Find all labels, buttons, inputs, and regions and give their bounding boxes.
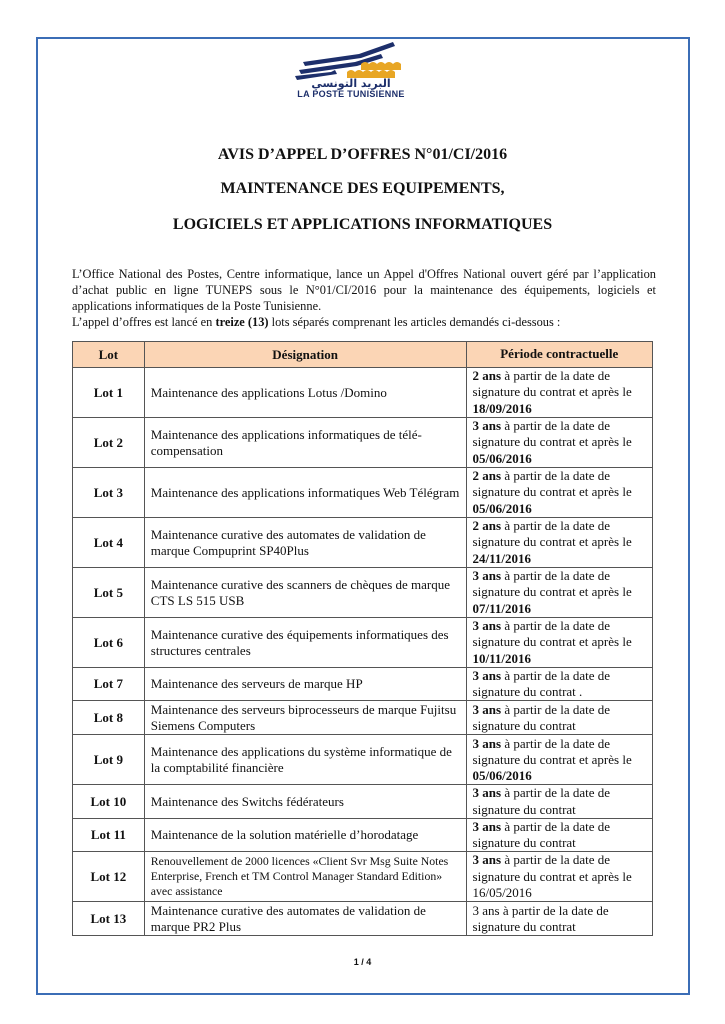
- notice-subtitle-line1: MAINTENANCE DES EQUIPEMENTS,: [220, 180, 505, 197]
- table-row: [73, 418, 653, 468]
- table-row: [73, 701, 653, 735]
- intro-lots-sentence: [72, 314, 656, 330]
- lot-cell: Lot 5: [73, 568, 145, 618]
- page-border-left: [36, 37, 38, 995]
- periode-cell: [466, 518, 652, 568]
- duration-text: 3 ans: [472, 818, 502, 834]
- duration-text: 3 ans: [472, 785, 502, 801]
- lot-cell: Lot 6: [73, 618, 145, 668]
- duration-text: 3 ans: [472, 735, 502, 751]
- periode-text: à partir de la date de signature du contrat .: [472, 668, 611, 700]
- periode-cell: [466, 818, 652, 851]
- logo-arabic-text: البريد التونسي: [311, 77, 391, 90]
- page-border-top: [36, 37, 690, 39]
- duration-text: 2 ans: [472, 368, 502, 384]
- start-date: 24/11/2016: [472, 550, 532, 566]
- periode-cell: [466, 568, 652, 618]
- duration-text: 3 ans: [472, 852, 502, 868]
- periode-text: à partir de la date de signature du contrat: [472, 785, 611, 817]
- duration-text: 2 ans: [472, 518, 502, 534]
- periode-cell: [466, 618, 652, 668]
- table-header-row: [73, 342, 653, 368]
- page-border-bottom: [36, 993, 690, 995]
- start-date: 07/11/2016: [472, 600, 532, 616]
- lot-cell: Lot 3: [73, 468, 145, 518]
- start-date: 10/11/2016: [472, 650, 532, 666]
- duration-text: 3 ans: [472, 668, 502, 683]
- periode-text: à partir de la date de signature du contrat et après le: [472, 368, 632, 400]
- lot-cell: Lot 4: [73, 518, 145, 568]
- lot-cell: Lot 1: [73, 368, 145, 418]
- designation-cell: Maintenance des applications informatiques de télé-compensation: [144, 418, 466, 468]
- periode-text: à partir de la date de signature du contrat et après le: [472, 468, 632, 500]
- designation-cell: Maintenance des serveurs de marque HP: [144, 668, 466, 701]
- designation-cell: Maintenance des applications Lotus /Domino: [144, 368, 466, 418]
- periode-text: à partir de la date de signature du contrat et après le: [472, 618, 632, 650]
- designation-cell: Maintenance curative des équipements informatiques des structures centrales: [144, 618, 466, 668]
- periode-text: à partir de la date de signature du contrat et après le 16/05/2016: [472, 852, 632, 900]
- page-number: 1 / 4: [353, 957, 372, 967]
- table-row: [73, 735, 653, 785]
- lots-table: [72, 341, 653, 936]
- periode-text: à partir de la date de signature du contrat et après le: [472, 418, 632, 450]
- periode-cell: [466, 785, 652, 818]
- designation-cell: Maintenance des applications du système informatique de la comptabilité financière: [144, 735, 466, 785]
- designation-cell: Maintenance des serveurs biprocesseurs de marque Fujitsu Siemens Computers: [144, 701, 466, 735]
- lot-cell: Lot 8: [73, 701, 145, 735]
- duration-text: 3 ans: [472, 618, 502, 634]
- lot-cell: Lot 11: [73, 818, 145, 851]
- periode-cell: [466, 852, 652, 902]
- column-header-lot: Lot: [73, 342, 145, 368]
- notice-subtitle-line2: LOGICIELS ET APPLICATIONS INFORMATIQUES: [172, 216, 553, 233]
- designation-cell: Maintenance de la solution matérielle d’horodatage: [144, 818, 466, 851]
- table-row: [73, 468, 653, 518]
- table-row: [73, 668, 653, 701]
- periode-text: à partir de la date de signature du contrat: [472, 818, 611, 851]
- designation-cell: Maintenance des applications informatiques Web Télégram: [144, 468, 466, 518]
- table-row: [73, 852, 653, 902]
- start-date: 05/06/2016: [472, 450, 532, 466]
- table-row: [73, 518, 653, 568]
- lot-cell: Lot 9: [73, 735, 145, 785]
- designation-cell: Maintenance des Switchs fédérateurs: [144, 785, 466, 818]
- periode-text: à partir de la date de signature du contrat: [472, 701, 611, 733]
- periode-cell: [466, 468, 652, 518]
- periode-cell: [466, 668, 652, 701]
- page-border-right: [688, 37, 690, 995]
- logo-wordmark: LA POSTE TUNISIENNE: [297, 89, 405, 99]
- intro-lots-count: treize (13): [215, 315, 269, 329]
- start-date: 05/06/2016: [472, 768, 532, 783]
- lot-cell: Lot 13: [73, 902, 145, 936]
- intro-paragraph: L’Office National des Postes, Centre informatique, lance un Appel d'Offres National ouvert géré par l’application d’achat public en ligne TUNEPS sous le N°01/CI/2016 pour la maintenance des équipements, logiciels et applications informatiques de la Poste Tunisienne.: [72, 267, 656, 313]
- designation-cell: Maintenance curative des scanners de chèques de marque CTS LS 515 USB: [144, 568, 466, 618]
- periode-cell: [466, 902, 652, 936]
- start-date: 05/06/2016: [472, 500, 532, 516]
- periode-cell: [466, 418, 652, 468]
- duration-text: 3 ans: [472, 418, 502, 434]
- table-row: [73, 818, 653, 851]
- table-row: [73, 618, 653, 668]
- duration-text: 3 ans: [472, 701, 502, 717]
- intro-lots-before: L’appel d’offres est lancé en: [72, 315, 216, 329]
- lot-cell: Lot 2: [73, 418, 145, 468]
- duration-text: 3 ans: [472, 568, 502, 584]
- periode-cell: [466, 735, 652, 785]
- periode-text: à partir de la date de signature du contrat et après le: [472, 568, 632, 600]
- designation-cell: Maintenance curative des automates de validation de marque Compuprint SP40Plus: [144, 518, 466, 568]
- column-header-periode: Période contractuelle: [466, 342, 652, 368]
- duration-text: 2 ans: [472, 468, 502, 484]
- lot-cell: Lot 7: [73, 668, 145, 701]
- lot-cell: Lot 12: [73, 852, 145, 902]
- intro-text: [72, 266, 656, 330]
- logo-wave-upper: [361, 62, 401, 70]
- table-row: [73, 368, 653, 418]
- periode-text: à partir de la date de signature du contrat et après le: [472, 735, 632, 767]
- periode-text: à partir de la date de signature du contrat et après le: [472, 518, 632, 550]
- designation-cell: Renouvellement de 2000 licences «Client Svr Msg Suite Notes Enterprise, French et TM Control Manager Standard Edition» avec assistance: [144, 852, 466, 902]
- column-header-designation: Désignation: [144, 342, 466, 368]
- notice-title: AVIS D’APPEL D’OFFRES N°01/CI/2016: [217, 146, 508, 163]
- table-row: [73, 902, 653, 936]
- intro-lots-after: lots séparés comprenant les articles demandés ci-dessous :: [268, 315, 561, 329]
- periode-cell: [466, 701, 652, 735]
- table-row: [73, 785, 653, 818]
- designation-cell: Maintenance curative des automates de validation de marque PR2 Plus: [144, 902, 466, 936]
- periode-cell: [466, 368, 652, 418]
- table-row: [73, 568, 653, 618]
- lot-cell: Lot 10: [73, 785, 145, 818]
- start-date: 18/09/2016: [472, 400, 532, 416]
- periode-text: 3 ans à partir de la date de signature du contrat: [472, 902, 609, 934]
